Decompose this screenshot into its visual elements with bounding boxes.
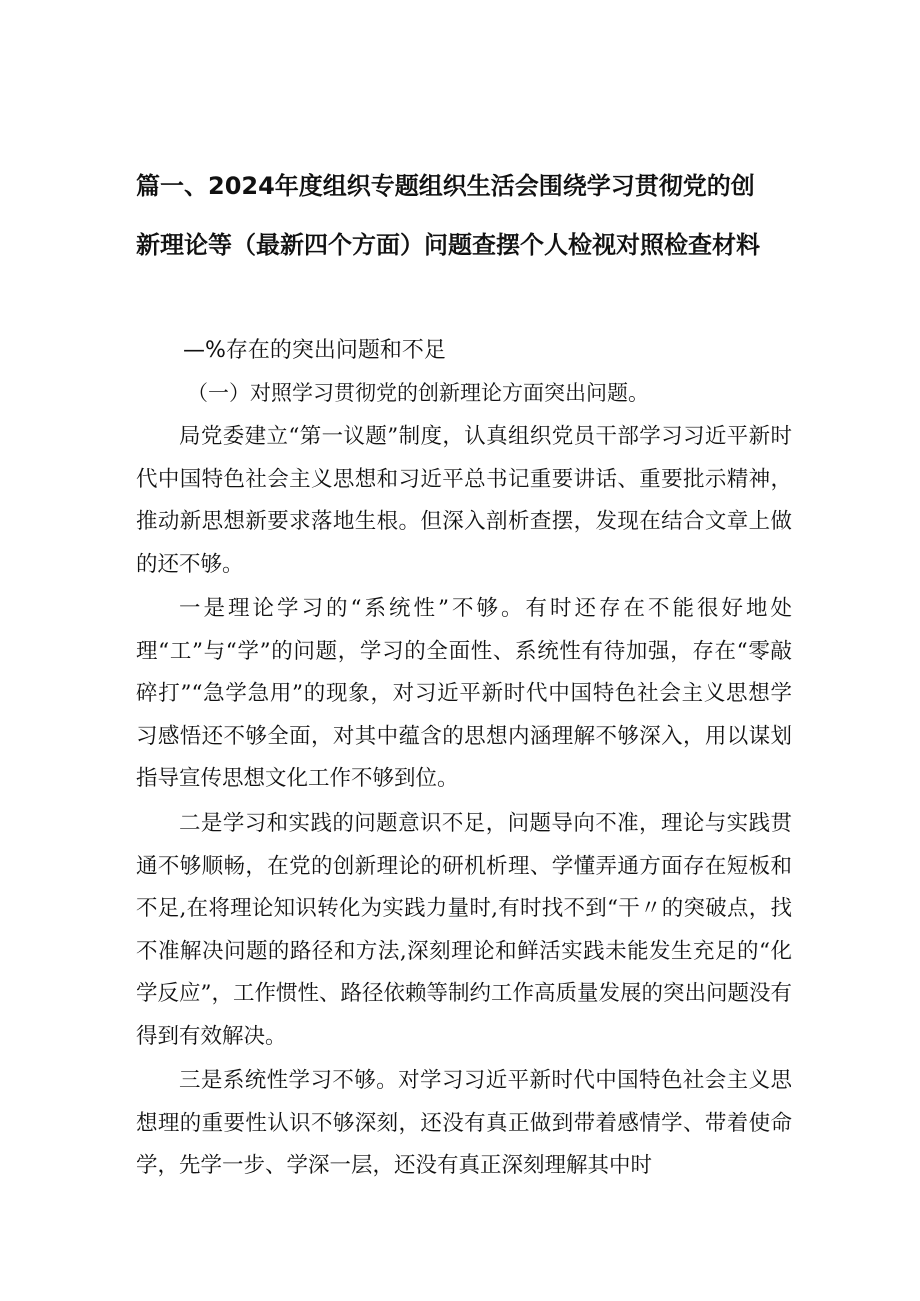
paragraph-3: 二是学习和实践的问题意识不足，问题导向不准，理论与实践贯通不够顺畅，在党的创新理论的研机析理、学懂弄通方面存在短板和不足,在将理论知识转化为实践力量时,有时找不到“干〃的突破点，找不准解决问题的路径和方法,深刻理论和鲜活实践未能发生充足的“化学反应”，工作惯性、路径依赖等制约工作高质量发展的突出问题没有得到有效解决。 bbox=[136, 811, 792, 1049]
document-title-line-2: 新理论等（最新四个方面）问题查摆个人检视对照检查材料 bbox=[136, 231, 760, 259]
paragraph-2: 一是理论学习的“系统性”不够。有时还存在不能很好地处理“工”与“学”的问题，学习的全面性、系统性有待加强，存在“零敲碎打”“急学急用”的现象，对习近平新时代中国特色社会主义思想学习感悟还不够全面，对其中蕴含的思想内涵理解不够深入，用以谋划指导宣传思想文化工作不够到位。 bbox=[136, 596, 792, 791]
paragraph-4: 三是系统性学习不够。对学习习近平新时代中国特色社会主义思想理的重要性认识不够深刻，还没有真正做到带着感情学、带着使命学，先学一步、学深一层，还没有真正深刻理解其中时 bbox=[136, 1068, 792, 1178]
section-heading: —%存在的突出问题和不足 bbox=[183, 338, 446, 363]
paragraph-1: 局党委建立“第一议题”制度，认真组织党员干部学习习近平新时代中国特色社会主义思想和习近平总书记重要讲话、重要批示精神，推动新思想新要求落地生根。但深入剖析查摆，发现在结合文章上做的还不够。 bbox=[136, 424, 792, 577]
document-title-line-1: 篇一、2024年度组织专题组织生活会围绕学习贯彻党的创 bbox=[136, 172, 755, 200]
subsection-heading: （一）对照学习贯彻党的创新理论方面突出问题。 bbox=[187, 381, 649, 405]
